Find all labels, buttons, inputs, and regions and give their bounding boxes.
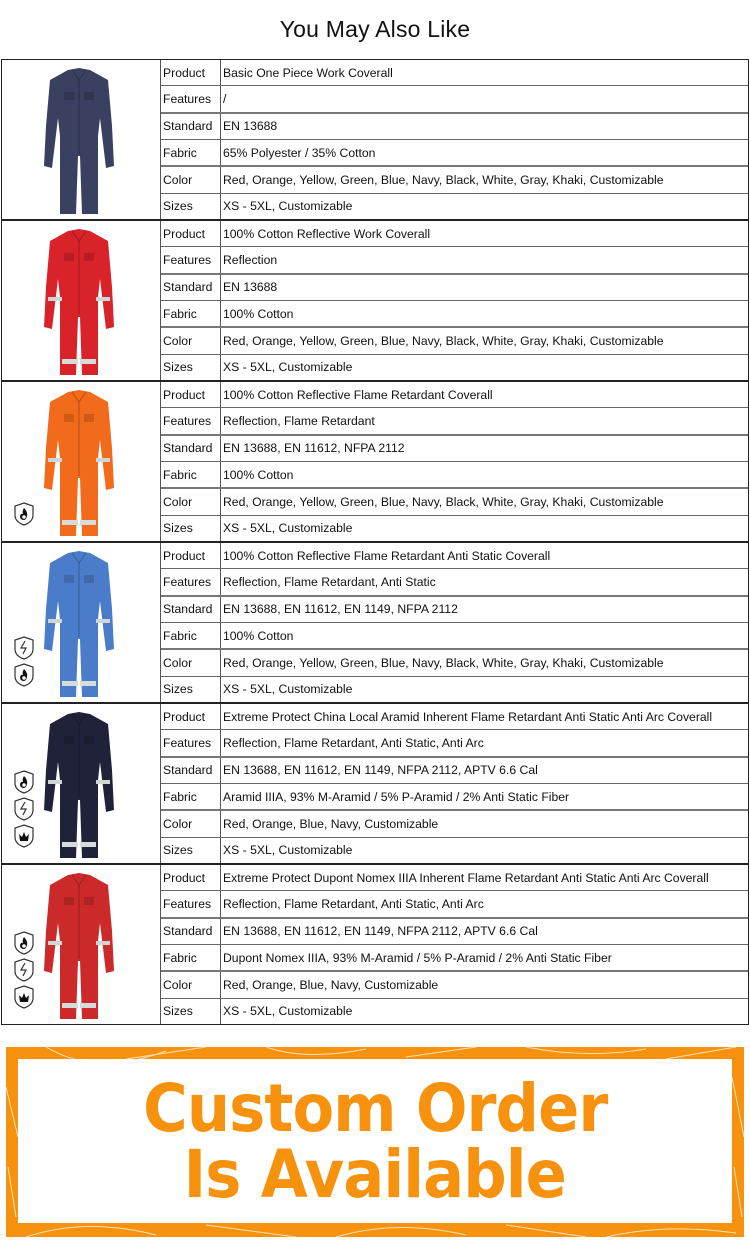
spec-label: Fabric — [161, 462, 221, 487]
spec-row-product — [161, 543, 748, 569]
spec-row-product — [161, 60, 748, 86]
static-protection-icon — [14, 636, 34, 660]
spec-value: Reflection — [223, 252, 278, 267]
spec-value: EN 13688, EN 11612, NFPA 2112 — [223, 441, 405, 456]
spec-label: Color — [161, 650, 221, 675]
product-card — [1, 220, 749, 381]
spec-value: XS - 5XL, Customizable — [223, 521, 353, 536]
spec-row-color — [161, 167, 748, 193]
spec-row-fabric — [161, 140, 748, 167]
product-card — [1, 864, 749, 1025]
spec-row-features — [161, 569, 748, 596]
spec-label: Sizes — [161, 999, 221, 1024]
spec-row-fabric — [161, 462, 748, 489]
spec-label: Standard — [161, 436, 221, 461]
spec-row-standard — [161, 919, 748, 945]
spec-label: Standard — [161, 758, 221, 783]
spec-value: Red, Orange, Yellow, Green, Blue, Navy, Black, White, Gray, Khaki, Customizable — [223, 655, 664, 670]
product-card — [1, 542, 749, 703]
spec-row-color — [161, 972, 748, 998]
spec-label: Features — [161, 247, 221, 272]
spec-row-product — [161, 865, 748, 891]
spec-label: Fabric — [161, 945, 221, 970]
spec-label: Sizes — [161, 677, 221, 702]
arc-protection-icon — [14, 985, 34, 1009]
spec-value: / — [223, 91, 227, 106]
spec-row-standard — [161, 436, 748, 462]
spec-value: 100% Cotton — [223, 467, 294, 482]
coverall-image — [42, 871, 116, 1021]
spec-value: XS - 5XL, Customizable — [223, 360, 353, 375]
custom-order-banner[interactable] — [6, 1047, 744, 1237]
spec-row-sizes — [161, 999, 748, 1024]
spec-row-color — [161, 650, 748, 676]
product-image-cell[interactable] — [2, 221, 161, 380]
spec-value: 100% Cotton — [223, 628, 294, 643]
spec-row-fabric — [161, 301, 748, 328]
spec-label: Color — [161, 328, 221, 353]
spec-label: Sizes — [161, 516, 221, 541]
spec-row-sizes — [161, 677, 748, 702]
spec-label: Sizes — [161, 355, 221, 380]
spec-value: Reflection, Flame Retardant — [223, 413, 375, 428]
spec-value: Reflection, Flame Retardant, Anti Static, Anti Arc — [223, 896, 484, 911]
spec-label: Sizes — [161, 838, 221, 863]
spec-value: Red, Orange, Yellow, Green, Blue, Navy, Black, White, Gray, Khaki, Customizable — [223, 333, 664, 348]
product-image-cell[interactable] — [2, 543, 161, 702]
spec-value: 65% Polyester / 35% Cotton — [223, 145, 376, 160]
spec-label: Product — [161, 221, 221, 246]
spec-label: Features — [161, 569, 221, 594]
spec-label: Features — [161, 891, 221, 916]
spec-table — [161, 865, 748, 1024]
product-card — [1, 59, 749, 220]
spec-table — [161, 543, 748, 702]
static-protection-icon — [14, 958, 34, 982]
flame-protection-icon — [14, 931, 34, 955]
coverall-image — [42, 388, 116, 538]
spec-value: 100% Cotton Reflective Flame Retardant Coverall — [223, 387, 493, 402]
spec-value: Reflection, Flame Retardant, Anti Static, Anti Arc — [223, 735, 484, 750]
product-card — [1, 703, 749, 864]
coverall-image — [42, 710, 116, 860]
product-image-cell[interactable] — [2, 382, 161, 541]
spec-label: Standard — [161, 114, 221, 139]
spec-row-color — [161, 328, 748, 354]
banner-line-1: Custom Order — [142, 1070, 608, 1147]
spec-row-sizes — [161, 355, 748, 380]
spec-label: Product — [161, 865, 221, 890]
spec-label: Fabric — [161, 140, 221, 165]
product-image-cell[interactable] — [2, 704, 161, 863]
spec-row-features — [161, 247, 748, 274]
banner-line-2: Is Available — [183, 1136, 567, 1213]
spec-value: Aramid IIIA, 93% M-Aramid / 5% P-Aramid / 2% Anti Static Fiber — [223, 789, 570, 804]
coverall-image — [42, 549, 116, 699]
spec-row-standard — [161, 597, 748, 623]
spec-value: Red, Orange, Yellow, Green, Blue, Navy, Black, White, Gray, Khaki, Customizable — [223, 494, 664, 509]
spec-label: Features — [161, 408, 221, 433]
spec-label: Color — [161, 167, 221, 192]
coverall-image — [42, 66, 116, 216]
spec-label: Features — [161, 730, 221, 755]
spec-value: Red, Orange, Blue, Navy, Customizable — [223, 977, 439, 992]
spec-row-standard — [161, 114, 748, 140]
spec-label: Product — [161, 60, 221, 85]
spec-label: Fabric — [161, 784, 221, 809]
spec-value: XS - 5XL, Customizable — [223, 199, 353, 214]
static-protection-icon — [14, 797, 34, 821]
spec-value: XS - 5XL, Customizable — [223, 843, 353, 858]
spec-row-features — [161, 730, 748, 757]
spec-label: Standard — [161, 597, 221, 622]
spec-value: 100% Cotton Reflective Flame Retardant Anti Static Coverall — [223, 548, 551, 563]
spec-row-product — [161, 221, 748, 247]
spec-value: Basic One Piece Work Coverall — [223, 65, 393, 80]
section-title: You May Also Like — [279, 16, 471, 42]
spec-row-product — [161, 382, 748, 408]
spec-row-sizes — [161, 194, 748, 219]
product-image-cell[interactable] — [2, 60, 161, 219]
spec-value: Red, Orange, Blue, Navy, Customizable — [223, 816, 439, 831]
spec-row-fabric — [161, 623, 748, 650]
spec-value: Extreme Protect Dupont Nomex IIIA Inherent Flame Retardant Anti Static Anti Arc Coverall — [223, 870, 709, 885]
product-card — [1, 381, 749, 542]
spec-label: Product — [161, 382, 221, 407]
flame-protection-icon — [14, 502, 34, 526]
spec-label: Product — [161, 543, 221, 568]
spec-value: EN 13688, EN 11612, EN 1149, NFPA 2112 — [223, 602, 458, 617]
spec-value: 100% Cotton Reflective Work Coverall — [223, 226, 431, 241]
spec-table — [161, 382, 748, 541]
spec-value: 100% Cotton — [223, 306, 294, 321]
spec-row-standard — [161, 758, 748, 784]
spec-row-sizes — [161, 838, 748, 863]
spec-label: Fabric — [161, 301, 221, 326]
flame-protection-icon — [14, 770, 34, 794]
spec-row-sizes — [161, 516, 748, 541]
spec-value: Reflection, Flame Retardant, Anti Static — [223, 574, 436, 589]
spec-row-features — [161, 891, 748, 918]
spec-label: Product — [161, 704, 221, 729]
spec-label: Standard — [161, 919, 221, 944]
spec-value: EN 13688 — [223, 280, 278, 295]
spec-label: Standard — [161, 275, 221, 300]
spec-table — [161, 60, 748, 219]
spec-row-standard — [161, 275, 748, 301]
spec-value: EN 13688 — [223, 119, 278, 134]
spec-table — [161, 704, 748, 863]
spec-value: XS - 5XL, Customizable — [223, 1004, 353, 1019]
spec-value: EN 13688, EN 11612, EN 1149, NFPA 2112, APTV 6.6 Cal — [223, 924, 538, 939]
spec-label: Features — [161, 86, 221, 111]
flame-protection-icon — [14, 663, 34, 687]
product-image-cell[interactable] — [2, 865, 161, 1024]
spec-row-color — [161, 489, 748, 515]
spec-row-features — [161, 408, 748, 435]
spec-label: Color — [161, 972, 221, 997]
spec-value: Dupont Nomex IIIA, 93% M-Aramid / 5% P-Aramid / 2% Anti Static Fiber — [223, 950, 612, 965]
spec-row-color — [161, 811, 748, 837]
spec-label: Color — [161, 489, 221, 514]
spec-row-product — [161, 704, 748, 730]
spec-row-fabric — [161, 784, 748, 811]
spec-value: EN 13688, EN 11612, EN 1149, NFPA 2112, APTV 6.6 Cal — [223, 763, 538, 778]
spec-value: Extreme Protect China Local Aramid Inherent Flame Retardant Anti Static Anti Arc Coverall — [223, 709, 713, 724]
spec-row-fabric — [161, 945, 748, 972]
spec-label: Sizes — [161, 194, 221, 219]
arc-protection-icon — [14, 824, 34, 848]
spec-value: Red, Orange, Yellow, Green, Blue, Navy, Black, White, Gray, Khaki, Customizable — [223, 172, 664, 187]
spec-label: Color — [161, 811, 221, 836]
spec-table — [161, 221, 748, 380]
spec-label: Fabric — [161, 623, 221, 648]
spec-value: XS - 5XL, Customizable — [223, 682, 353, 697]
spec-row-features — [161, 86, 748, 113]
coverall-image — [42, 227, 116, 377]
